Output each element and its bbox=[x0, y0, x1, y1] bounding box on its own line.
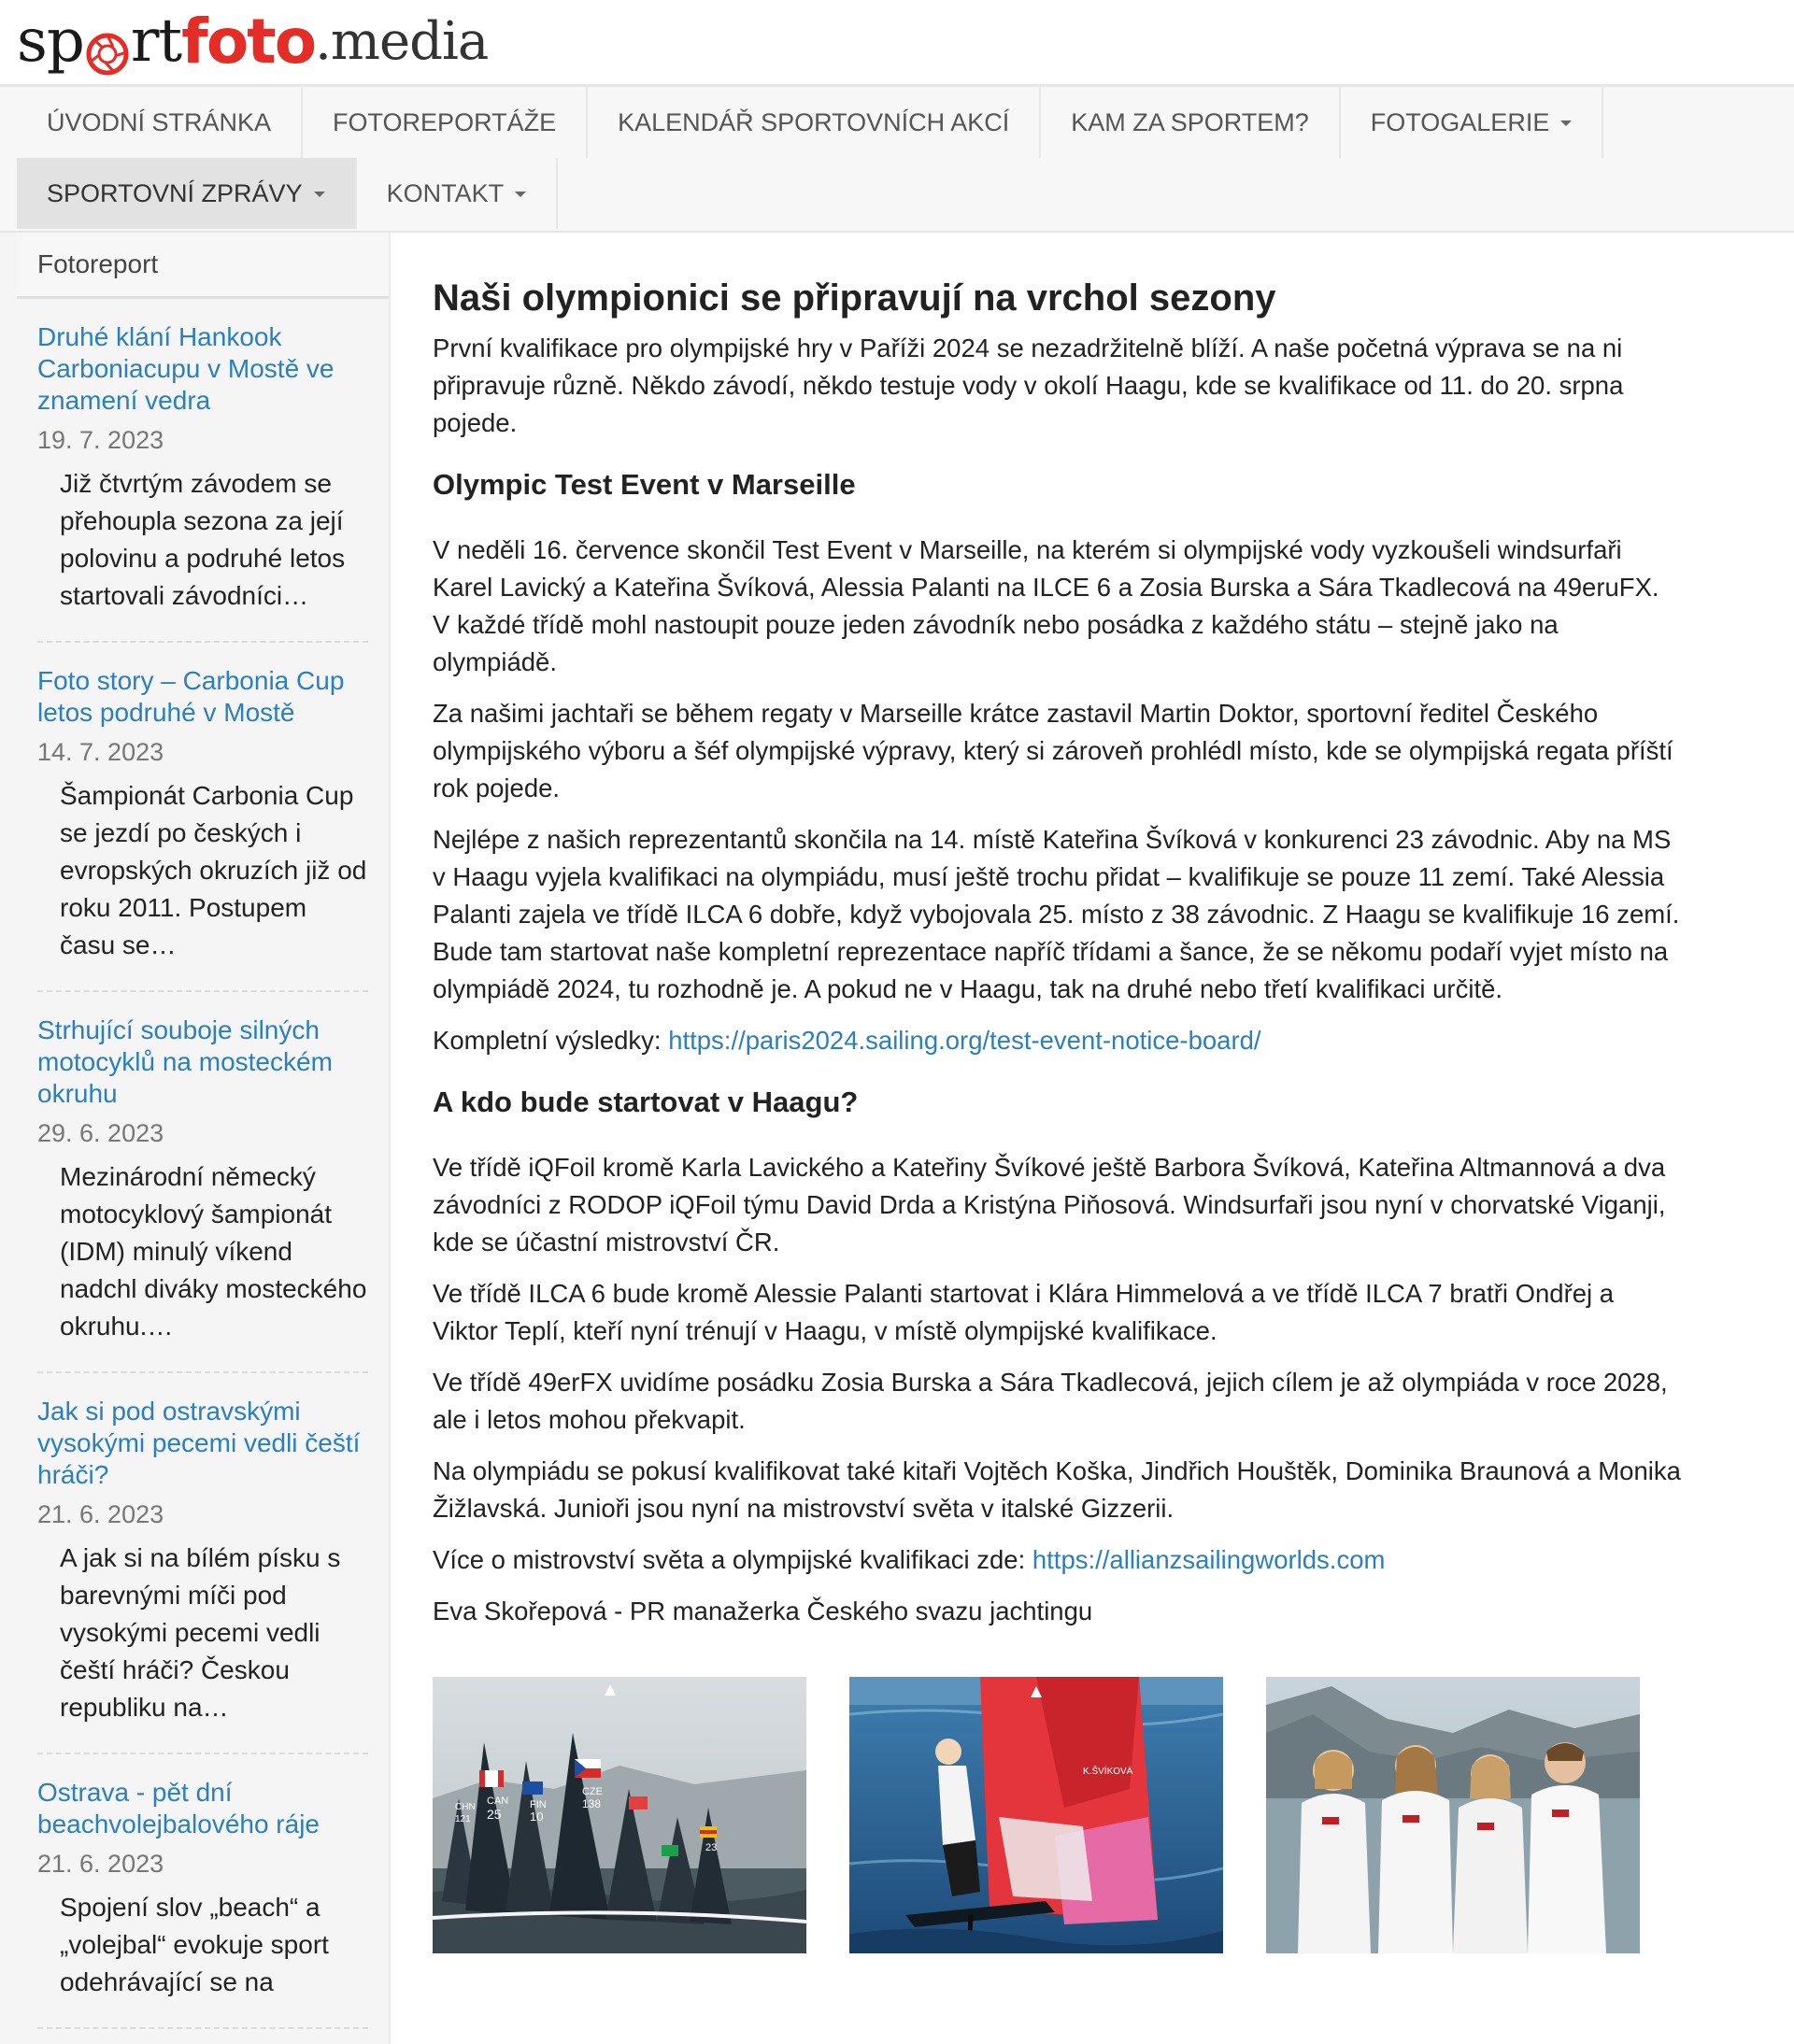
page-title: Naši olympionici se připravují na vrchol sezony bbox=[433, 277, 1276, 319]
article-paragraph: V neděli 16. července skončil Test Event v Marseille, na kterém si olympijské vody vyzkoušeli windsurfaři Karel Lavický a Kateřina Švíková, Alessia Palanti na ILCE 6 a Zosia Burska a Sára Tkadlecová na 49eruFX. V každé třídě mohl nastoupit pouze jeden závodník nebo posádka z každého státu – stejně jako na olympiádě. bbox=[433, 535, 1659, 676]
caret-down-icon bbox=[515, 192, 526, 197]
nav-where-to-sport-label: KAM ZA SPORTEM? bbox=[1071, 107, 1309, 136]
logo-text-pre: sp bbox=[17, 7, 84, 76]
more-info-link[interactable]: https://allianzsailingworlds.com bbox=[1032, 1545, 1386, 1574]
photo-team-portrait[interactable] bbox=[1266, 1677, 1640, 1953]
article-intro: První kvalifikace pro olympijské hry v Paříži 2024 se nezadržitelně blíží. A naše početná výprava se na ni připravuje různě. Někdo závodí, někdo testuje vody v okolí Haagu, kde se kvalifikace od 11. do 20. srpna pojede. bbox=[433, 334, 1624, 437]
sidebar-item-date: 14. 7. 2023 bbox=[37, 738, 164, 766]
sail-label: 121 bbox=[455, 1814, 471, 1824]
sidebar-item-link[interactable]: Druhé klání Hankook Carboniacupu v Mostě ve znamení vedra bbox=[37, 322, 335, 415]
nav-photoreports[interactable] bbox=[303, 87, 588, 158]
nav-sport-news[interactable] bbox=[17, 158, 357, 229]
logo-text-suffix: .media bbox=[315, 10, 489, 72]
page-layout bbox=[0, 233, 1794, 2044]
article-author: Eva Skořepová - PR manažerka Českého svazu jachtingu bbox=[433, 1597, 1093, 1625]
results-link[interactable]: https://paris2024.sailing.org/test-event-notice-board/ bbox=[668, 1026, 1261, 1055]
article-paragraph: Nejlépe z našich reprezentantů skončila na 14. místě Kateřina Švíková v konkurenci 23 závodnic. Aby na MS v Haagu vyjela kvalifikaci na olympiádu, musí ještě trochu přidat – kvalifikuje se pouze 11 zemí. Také Alessia Palanti zajela ve třídě ILCA 6 dobře, když vybojovala 25. místo z 38 závodnic. Z Haagu se kvalifikuje 16 zemí. Bude tam startovat naše kompletní reprezentace napříč třídami a šance, že se někomu podaří vyjet místo na olympiádě 2024, tu rozhodně je. A pokud ne v Haagu, tak na druhé nebo třetí kvalifikaci určitě. bbox=[433, 825, 1680, 1003]
site-logo[interactable] bbox=[17, 0, 531, 82]
more-info-label: Více o mistrovství světa a olympijské kvalifikaci zde: bbox=[433, 1545, 1032, 1574]
photo-windsurfer[interactable] bbox=[849, 1677, 1223, 1953]
list-item bbox=[17, 643, 389, 992]
nav-calendar-label: KALENDÁŘ SPORTOVNÍCH AKCÍ bbox=[618, 107, 1010, 136]
nav-where-to-sport[interactable] bbox=[1041, 87, 1341, 158]
sidebar-item-link[interactable]: Ostrava - pět dní beachvolejbalového ráje bbox=[37, 1778, 320, 1838]
article-paragraph: Ve třídě ILCA 6 bude kromě Alessie Palanti startovat i Klára Himmelová a ve třídě ILCA 7 bratři Ondřej a Viktor Teplí, kteří nyní trénují v Haagu, v místě olympijské kvalifikace. bbox=[433, 1279, 1615, 1345]
nav-photogallery[interactable] bbox=[1341, 87, 1604, 158]
sidebar-title: Fotoreport bbox=[17, 233, 389, 299]
sidebar-item-link[interactable]: Jak si pod ostravskými vysokými pecemi vedli čeští hráči? bbox=[37, 1397, 361, 1489]
aperture-icon bbox=[85, 22, 130, 67]
article bbox=[391, 233, 1794, 2044]
sidebar-item-link[interactable]: Strhující souboje silných motocyklů na mosteckém okruhu bbox=[37, 1015, 333, 1108]
sidebar-item-excerpt: Spojení slov „beach“ a „volejbal“ evokuje sport odehrávající se na bbox=[60, 1893, 329, 1996]
sail-name-label: K.ŠVÍKOVÁ bbox=[1083, 1767, 1133, 1777]
sail-label: FIN bbox=[530, 1799, 547, 1810]
list-item bbox=[17, 299, 389, 643]
section-heading-haag: A kdo bude startovat v Haagu? bbox=[433, 1086, 859, 1118]
sail-label: CZE bbox=[582, 1786, 603, 1797]
article-paragraph: Za našimi jachtaři se během regaty v Marseille krátce zastavil Martin Doktor, sportovní ředitel Českého olympijského výboru a šéf olympijské výpravy, který si zároveň prohlédl místo, kde se olympijská regata příští rok pojede. bbox=[433, 699, 1673, 802]
results-line bbox=[433, 1022, 1682, 1059]
nav-photogallery-label: FOTOGALERIE bbox=[1370, 107, 1550, 136]
list-item bbox=[17, 1754, 389, 2029]
list-item bbox=[17, 992, 389, 1373]
nav-photoreports-label: FOTOREPORTÁŽE bbox=[333, 107, 557, 136]
sidebar-item-excerpt: Mezinárodní německý motocyklový šampionát (IDM) minulý víkend nadchl diváky mosteckého okruhu.… bbox=[60, 1162, 367, 1341]
sidebar-item-excerpt: Již čtvrtým závodem se přehoupla sezona za její polovinu a podruhé letos startovali závodníci… bbox=[60, 469, 346, 610]
nav-row-2 bbox=[17, 158, 1794, 229]
sail-label: 25 bbox=[487, 1807, 502, 1822]
nav-home[interactable] bbox=[17, 87, 303, 158]
caret-down-icon bbox=[1560, 121, 1572, 126]
sail-label: 138 bbox=[582, 1797, 602, 1810]
sail-label: CHN bbox=[455, 1802, 476, 1812]
section-heading-marseille: Olympic Test Event v Marseille bbox=[433, 468, 856, 501]
nav-calendar[interactable] bbox=[588, 87, 1041, 158]
nav-contact[interactable] bbox=[357, 158, 559, 229]
sidebar-item-link[interactable]: Foto story – Carbonia Cup letos podruhé v Mostě bbox=[37, 666, 345, 727]
results-label: Kompletní výsledky: bbox=[433, 1026, 669, 1055]
sidebar-item-date: 21. 6. 2023 bbox=[37, 1850, 164, 1878]
article-paragraph: Na olympiádu se pokusí kvalifikovat také kitaři Vojtěch Koška, Jindřich Houštěk, Dominika Braunová a Monika Žižlavská. Junioři jsou nyní na mistrovství světa v italské Gizzerii. bbox=[433, 1456, 1681, 1523]
sail-label: 23 bbox=[705, 1842, 718, 1853]
sidebar bbox=[0, 233, 391, 2044]
more-info-line bbox=[433, 1541, 1682, 1579]
logo-text-mid: rt bbox=[130, 7, 182, 76]
caret-down-icon bbox=[314, 192, 325, 197]
sidebar-item-date: 29. 6. 2023 bbox=[37, 1119, 164, 1147]
nav-sport-news-label: SPORTOVNÍ ZPRÁVY bbox=[47, 178, 303, 207]
article-paragraph: Ve třídě iQFoil kromě Karla Lavického a Kateřiny Švíkové ještě Barbora Švíková, Kateřina Altmannová a dva závodníci z RODOP iQFoil týmu David Drda a Kristýna Piňosová. Windsurfaři jsou nyní v chorvatské Viganji, kde se účastní mistrovství ČR. bbox=[433, 1153, 1666, 1256]
sidebar-item-excerpt: A jak si na bílém písku s barevnými míči pod vysokými pecemi vedli čeští hráči? Českou republiku na… bbox=[60, 1543, 341, 1722]
sidebar-item-date: 21. 6. 2023 bbox=[37, 1500, 164, 1528]
photo-gallery bbox=[433, 1677, 1682, 1953]
site-header bbox=[0, 0, 1794, 87]
sail-label: CAN bbox=[487, 1796, 509, 1807]
logo-text-bold: foto bbox=[181, 5, 316, 78]
sidebar-item-date: 19. 7. 2023 bbox=[37, 426, 164, 454]
nav-row-1 bbox=[17, 87, 1794, 158]
sidebar-item-excerpt: Šampionát Carbonia Cup se jezdí po českých i evropských okruzích již od roku 2011. Postupem času se… bbox=[60, 781, 367, 959]
photo-sailing-boats[interactable] bbox=[433, 1677, 806, 1953]
nav-contact-label: KONTAKT bbox=[386, 178, 505, 207]
list-item bbox=[17, 1373, 389, 1754]
sail-label: 10 bbox=[530, 1810, 544, 1824]
main-nav bbox=[0, 87, 1794, 233]
article-paragraph: Ve třídě 49erFX uvidíme posádku Zosia Burska a Sára Tkadlecová, jejich cílem je až olympiáda v roce 2028, ale i letos mohou překvapit. bbox=[433, 1368, 1668, 1434]
nav-home-label: ÚVODNÍ STRÁNKA bbox=[47, 107, 272, 136]
